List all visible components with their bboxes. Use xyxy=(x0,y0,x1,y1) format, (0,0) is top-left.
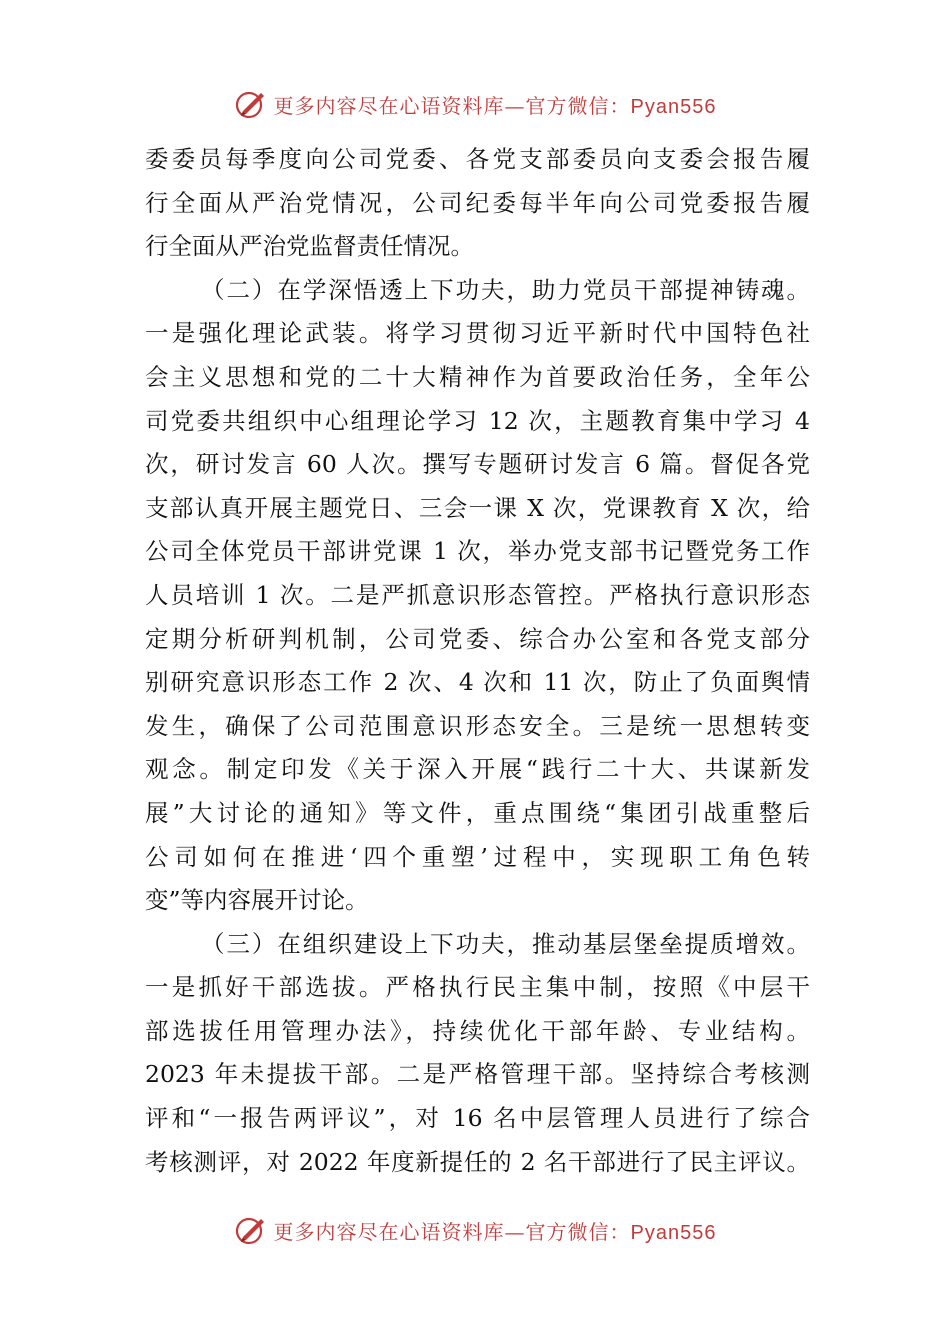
text-line: 定期分析研判机制，公司党委、综合办公室和各党支部分 xyxy=(145,624,810,653)
text-line: 公司全体党员干部讲党课 1 次，举办党支部书记暨党务工作 xyxy=(145,537,810,566)
text-line: 一是抓好干部选拔。严格执行民主集中制，按照《中层干 xyxy=(145,973,810,1002)
footer-banner xyxy=(0,1210,950,1250)
text-line: 变”等内容展开讨论。 xyxy=(145,886,369,915)
text-line: 次，研讨发言 60 人次。撰写专题研讨发言 6 篇。督促各党 xyxy=(145,450,810,479)
text-line: 行全面从严治党情况，公司纪委每半年向公司党委报告履 xyxy=(145,188,810,217)
text-line: 人员培训 1 次。二是严抓意识形态管控。严格执行意识形态 xyxy=(145,580,810,609)
document-body xyxy=(145,138,810,1184)
text-line: 考核测评，对 2022 年度新提任的 2 名干部进行了民主评议。 xyxy=(145,1147,810,1176)
banner-text: 更多内容尽在心语资料库—官方微信：Pyan556 xyxy=(273,93,717,118)
text-line: 一是强化理论武装。将学习贯彻习近平新时代中国特色社 xyxy=(145,319,810,348)
text-line: 部选拔任用管理办法》，持续优化干部年龄、专业结构。 xyxy=(145,1016,810,1045)
section-heading-line: （三）在组织建设上下功夫，推动基层堡垒提质增效。 xyxy=(201,929,810,958)
text-line: 行全面从严治党监督责任情况。 xyxy=(145,232,474,261)
text-line: 司党委共组织中心组理论学习 12 次，主题教育集中学习 4 xyxy=(145,406,810,435)
text-line: 公司如何在推进‘四个重塑’过程中，实现职工角色转 xyxy=(145,842,810,871)
pen-logo-icon xyxy=(234,1213,268,1247)
text-line: 支部认真开展主题党日、三会一课 X 次，党课教育 X 次，给 xyxy=(145,493,810,522)
banner-text: 更多内容尽在心语资料库—官方微信：Pyan556 xyxy=(273,1219,717,1244)
text-line: 展”大讨论的通知》等文件，重点围绕“集团引战重整后 xyxy=(145,798,810,827)
text-line: 评和“一报告两评议”，对 16 名中层管理人员进行了综合 xyxy=(145,1104,810,1133)
text-line: 发生，确保了公司范围意识形态安全。三是统一思想转变 xyxy=(145,711,810,740)
text-line: 委委员每季度向公司党委、各党支部委员向支委会报告履 xyxy=(145,145,810,173)
text-line: 观念。制定印发《关于深入开展“践行二十大、共谋新发 xyxy=(145,755,810,784)
section-heading-line: （二）在学深悟透上下功夫，助力党员干部提神铸魂。 xyxy=(201,275,810,304)
text-line: 会主义思想和党的二十大精神作为首要政治任务，全年公 xyxy=(145,362,810,391)
pen-logo-icon xyxy=(234,87,268,121)
text-line: 2023 年未提拔干部。二是严格管理干部。坚持综合考核测 xyxy=(145,1060,810,1089)
text-line: 别研究意识形态工作 2 次、4 次和 11 次，防止了负面舆情 xyxy=(145,668,810,697)
header-banner xyxy=(0,84,950,124)
